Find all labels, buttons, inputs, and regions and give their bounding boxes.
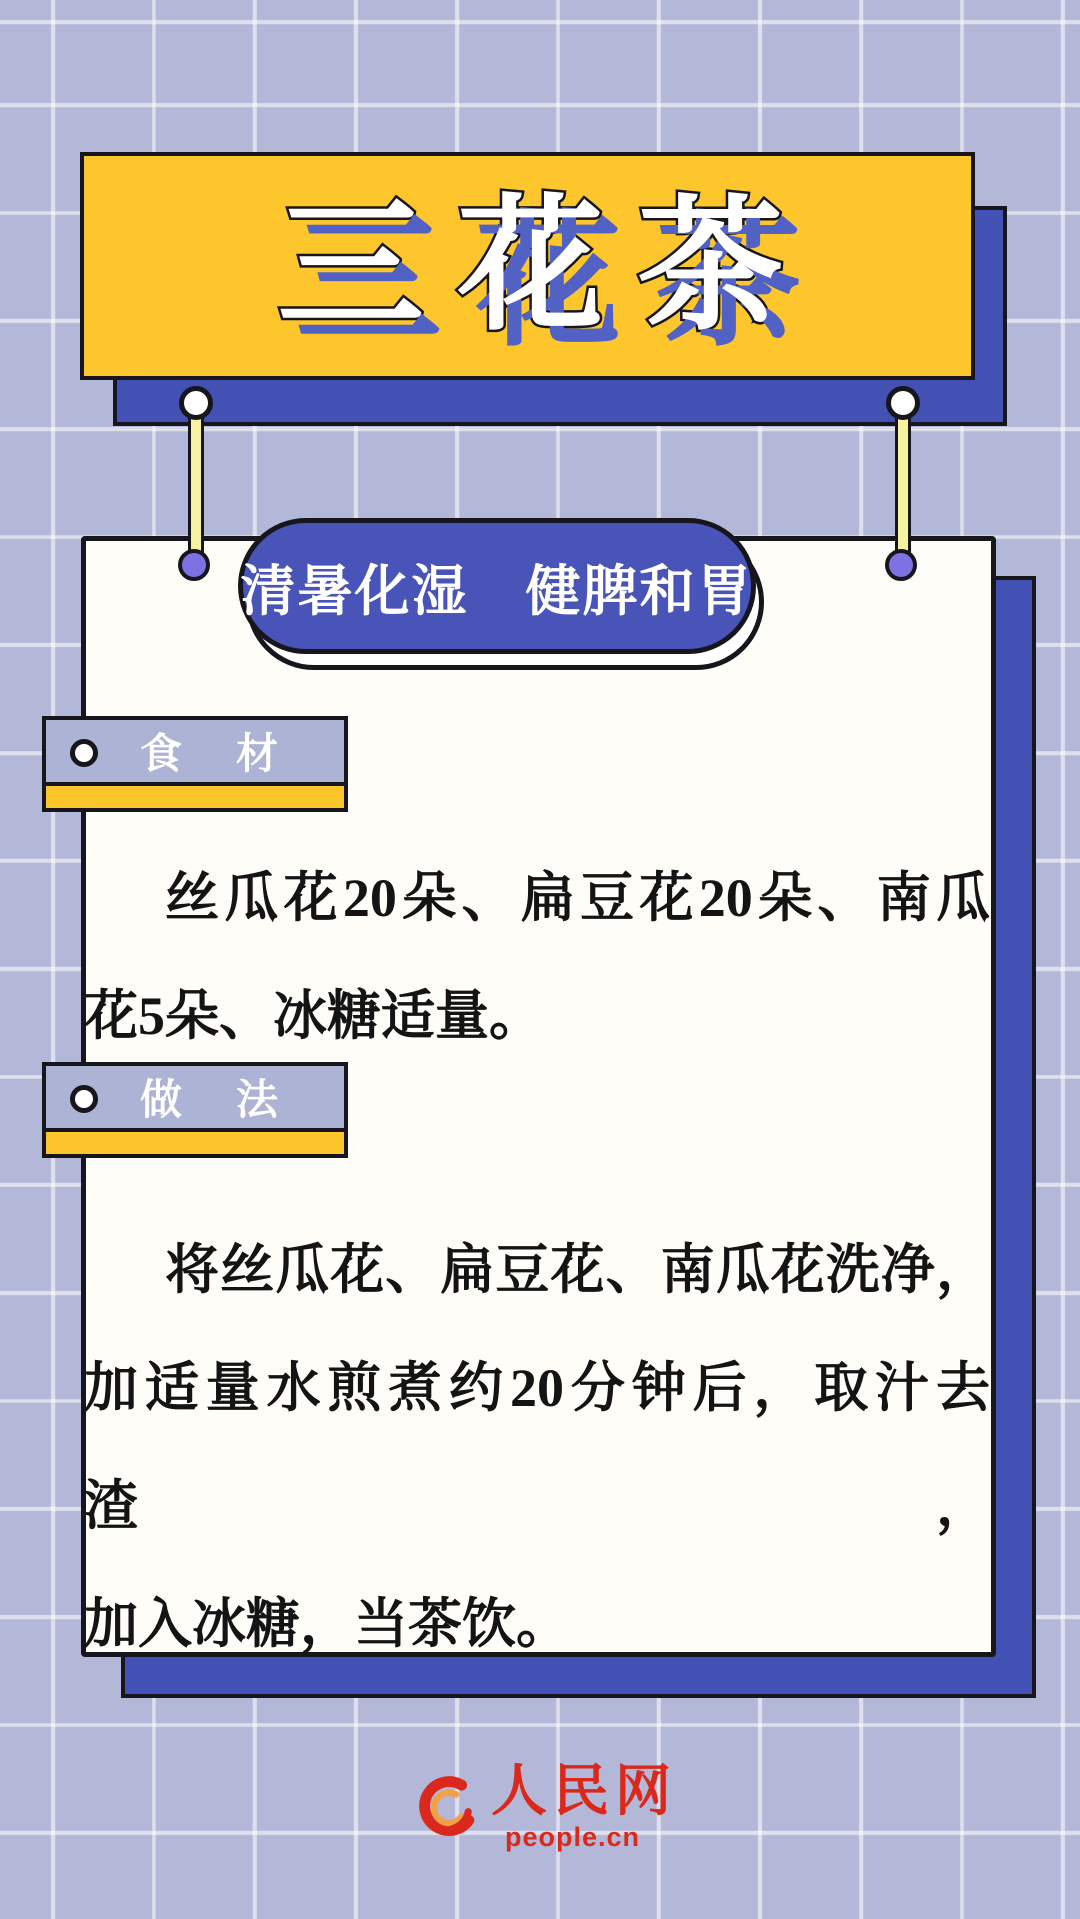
section-label-ingredients [42, 716, 348, 812]
section-label-top [46, 1066, 344, 1132]
ingredients-line: 花5朵、冰糖适量。 [84, 986, 543, 1046]
section-label-method [42, 1062, 348, 1158]
footer-logo-text [491, 1742, 677, 1851]
method-text [84, 1211, 990, 1683]
section-label-top [46, 720, 344, 786]
method-line: 将丝瓜花、扁豆花、南瓜花洗净， [165, 1240, 990, 1300]
title-banner [80, 152, 975, 380]
ingredients-line: 丝瓜花20朵、扁豆花20朵、南瓜 [165, 868, 990, 928]
grommet-icon-right [886, 386, 920, 420]
pin-icon-right [885, 549, 917, 581]
section-label-text: 做 法 [139, 1076, 284, 1123]
bullet-circle-icon [70, 1085, 98, 1113]
hanging-strap-right [895, 398, 911, 568]
people-cn-logo-icon [407, 1770, 479, 1842]
method-line: 加适量水煎煮约20分钟后，取汁去渣， [84, 1358, 990, 1536]
hanging-strap-left [188, 398, 204, 568]
poster-title: 三花茶 [277, 184, 818, 347]
ingredients-text [84, 839, 990, 1075]
logo-cn-text: 人民网 [491, 1761, 677, 1823]
subtitle-pill [238, 518, 756, 654]
method-line: 加入冰糖，当茶饮。 [84, 1594, 570, 1654]
section-label-text: 食 材 [139, 730, 284, 777]
subtitle-text: 清暑化湿 健脾和胃 [240, 560, 754, 622]
footer-logo [407, 1742, 677, 1851]
pin-icon-left [178, 549, 210, 581]
logo-en-text: people.cn [505, 1822, 641, 1852]
grommet-icon-left [179, 386, 213, 420]
bullet-circle-icon [70, 739, 98, 767]
